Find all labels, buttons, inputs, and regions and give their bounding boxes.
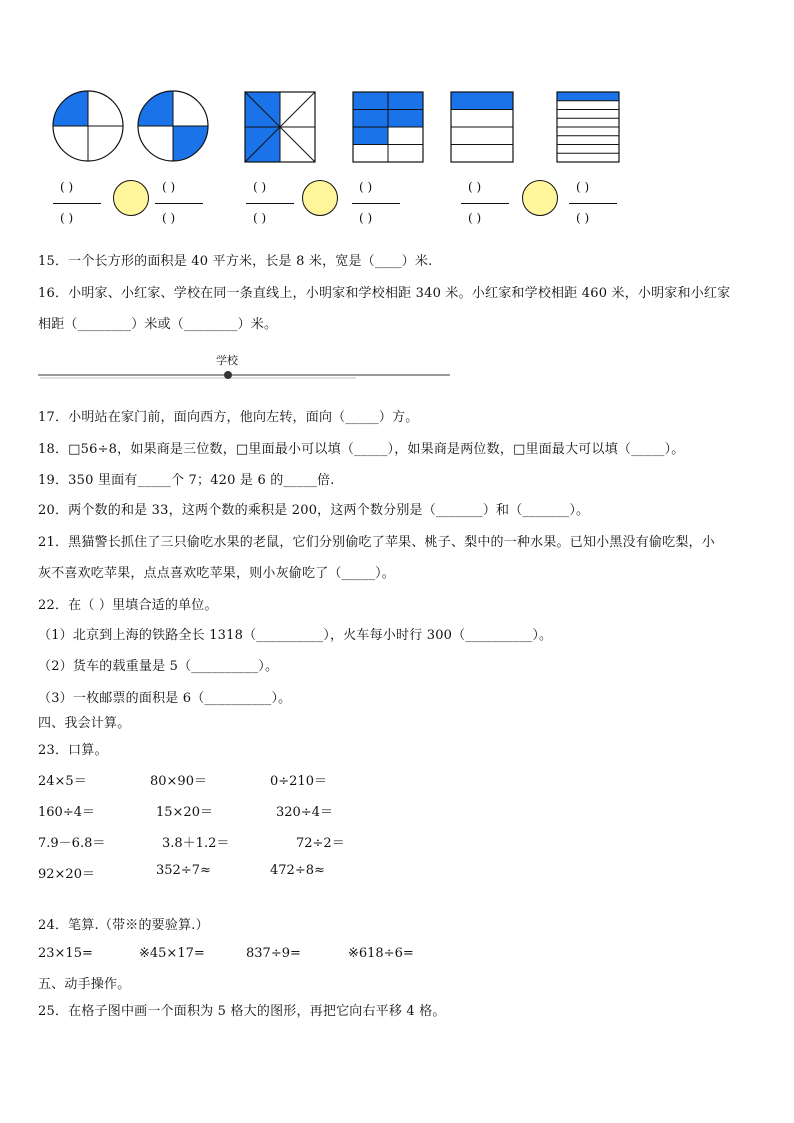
fraction-numerator-blank[interactable]: ( )	[60, 180, 74, 194]
oral-calc-item: 352÷7≈	[156, 863, 211, 878]
fraction-denominator-blank[interactable]: ( )	[359, 211, 373, 225]
school-label: 学校	[216, 354, 238, 367]
compare-circle[interactable]	[302, 180, 338, 216]
oral-calc-item: 80×90＝	[150, 774, 207, 789]
written-calc-item: 837÷9=	[246, 946, 301, 961]
oral-calc-item: 472÷8≈	[270, 863, 325, 878]
question-22: 22．在（ ）里填合适的单位。	[38, 598, 218, 613]
fraction-numerator-blank[interactable]: ( )	[468, 180, 482, 194]
oral-calc-item: 15×20＝	[156, 805, 213, 820]
school-point	[224, 371, 232, 379]
question-22-1: （1）北京到上海的铁路全长 1318（__________），火车每小时行 300（__________）。	[38, 628, 553, 643]
oral-calc-item: 72÷2＝	[296, 836, 345, 851]
question-19: 19．350 里面有_____个 7；420 是 6 的_____倍.	[38, 473, 335, 488]
question-23: 23．口算。	[38, 743, 108, 758]
section-5-heading: 五、动手操作。	[38, 977, 131, 992]
circle-figure-2	[138, 91, 208, 161]
oral-calc-item: 24×5＝	[38, 774, 87, 789]
written-calc-item: 23×15=	[38, 946, 93, 961]
fraction-numerator-blank[interactable]: ( )	[359, 180, 373, 194]
question-21-line-1: 21．黑猫警长抓住了三只偷吃水果的老鼠，它们分别偷吃了苹果、桃子、梨中的一种水果。已知小黑没有偷吃梨，小	[38, 535, 715, 550]
question-22-2: （2）货车的载重量是 5（__________）。	[38, 659, 279, 674]
question-25: 25．在格子图中画一个面积为 5 格大的图形，再把它向右平移 4 格。	[38, 1004, 446, 1019]
fraction-numerator-blank[interactable]: ( )	[162, 180, 176, 194]
question-16-line-2: 相距（________）米或（________）米。	[38, 317, 278, 332]
fraction-numerator-blank[interactable]: ( )	[253, 180, 267, 194]
grid-figure	[353, 92, 423, 162]
oral-calc-item: 3.8＋1.2＝	[162, 836, 230, 851]
circle-figure-1	[53, 91, 123, 161]
square-triangles-figure	[245, 92, 315, 162]
fraction-bar	[461, 203, 509, 204]
fraction-bar	[155, 203, 203, 204]
question-15: 15．一个长方形的面积是 40 平方米，长是 8 米，宽是（____）米.	[38, 254, 433, 269]
number-line	[36, 365, 456, 385]
oral-calc-item: 92×20＝	[38, 867, 95, 882]
oral-calc-item: 160÷4＝	[38, 805, 95, 820]
fraction-bar	[53, 203, 101, 204]
fraction-denominator-blank[interactable]: ( )	[60, 211, 74, 225]
oral-calc-item: 7.9－6.8＝	[38, 836, 106, 851]
section-4-heading: 四、我会计算。	[38, 716, 131, 731]
fraction-bar	[352, 203, 400, 204]
question-17: 17．小明站在家门前，面向西方，他向左转，面向（_____）方。	[38, 410, 419, 425]
oral-calc-item: 0÷210＝	[270, 774, 327, 789]
written-calc-item: ※45×17=	[139, 946, 205, 961]
question-21-line-2: 灰不喜欢吃苹果，点点喜欢吃苹果，则小灰偷吃了（_____）。	[38, 566, 396, 581]
strips-8-figure	[557, 92, 619, 162]
fraction-bar	[569, 203, 617, 204]
question-24: 24．笔算.（带※的要验算.）	[38, 918, 209, 933]
question-18: 18．□56÷8，如果商是三位数，□里面最小可以填（_____），如果商是两位数，□里面最大可以填（_____）。	[38, 442, 685, 457]
fraction-numerator-blank[interactable]: ( )	[576, 180, 590, 194]
compare-circle[interactable]	[113, 180, 149, 216]
strips-4-figure	[451, 92, 513, 162]
fraction-denominator-blank[interactable]: ( )	[576, 211, 590, 225]
oral-calc-item: 320÷4＝	[276, 805, 333, 820]
fraction-denominator-blank[interactable]: ( )	[468, 211, 482, 225]
fraction-denominator-blank[interactable]: ( )	[162, 211, 176, 225]
fraction-bar	[246, 203, 294, 204]
written-calc-item: ※618÷6=	[348, 946, 414, 961]
question-16-line-1: 16．小明家、小红家、学校在同一条直线上，小明家和学校相距 340 米。小红家和学校相距 460 米，小明家和小红家	[38, 286, 731, 301]
question-22-3: （3）一枚邮票的面积是 6（__________）。	[38, 691, 292, 706]
fraction-denominator-blank[interactable]: ( )	[253, 211, 267, 225]
compare-circle[interactable]	[522, 180, 558, 216]
question-20: 20．两个数的和是 33，这两个数的乘积是 200，这两个数分别是（_______）和（_______）。	[38, 503, 590, 518]
